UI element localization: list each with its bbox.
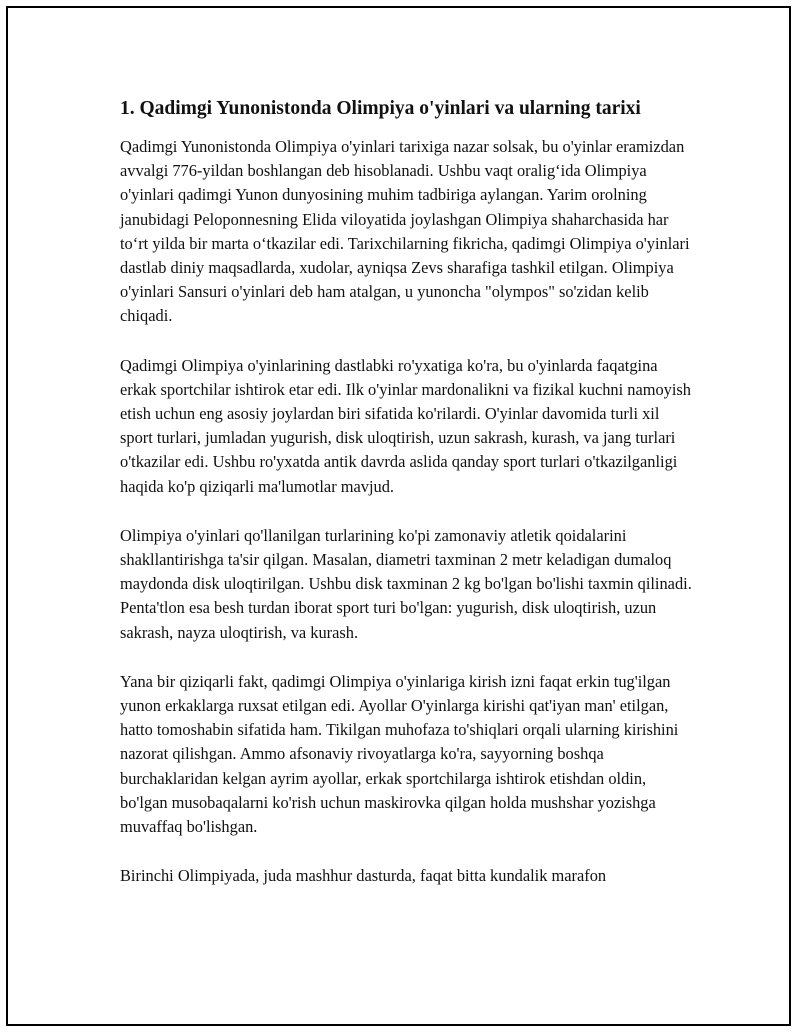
page-frame xyxy=(6,6,791,1026)
paragraph-2: Qadimgi Olimpiya o'yinlarining dastlabki ro'yxatiga ko'ra, bu o'yinlarda faqatgina erkak sportchilar ishtirok etar edi. Ilk o'yinlar mardonalikni va fizikal kuchni namoyish etish uchun eng asosiy joylardan biri sifatida ko'rilardi. O'yinlar davomida turli xil sport turlari, jumladan yugurish, disk uloqtirish, uzun sakrash, kurash, va jang turlari o'tkazilar edi. Ushbu ro'yxatda antik davrda aslida qanday sport turlari o'tkazilganligi haqida ko'p qiziqarli ma'lumotlar mavjud. xyxy=(120,355,691,496)
paragraph-3: Olimpiya o'yinlari qo'llanilgan turlarining ko'pi zamonaviy atletik qoidalarini shakllantirishga ta'sir qilgan. Masalan, diametri taxminan 2 metr keladigan dumaloq maydonda disk uloqtirilgan. Ushbu disk taxminan 2 kg bo'lgan bo'lishi taxmin qilinadi. Penta'tlon esa besh turdan iborat sport turi bo'lgan: yugurish, disk uloqtirish, uzun sakrash, nayza uloqtirish, va kurash. xyxy=(120,525,692,642)
paragraph-5: Birinchi Olimpiyada, juda mashhur dasturda, faqat bitta kundalik marafon xyxy=(120,866,607,886)
paragraph-1: Qadimgi Yunonistonda Olimpiya o'yinlari tarixiga nazar solsak, bu o'yinlar eramizdan avvalgi 776-yildan boshlangan deb hisoblanadi. Ushbu vaqt oralig‘ida Olimpiya o'yinlari qadimgi Yunon dunyosining muhim tadbiriga aylangan. Yarim orolning janubidagi Peloponnesning Elida viloyatida joylashgan Olimpiya shaharchasida har to‘rt yilda bir marta o‘tkazilar edi. Tarixchilarning fikricha, qadimgi Olimpiya o'yinlari dastlab diniy maqsadlarda, xudolar, ayniqsa Zevs sharafiga tashkil etilgan. Olimpiya o'yinlari Sansuri o'yinlari deb ham atalgan, u yunoncha "olympos" so'zidan kelib chiqadi. xyxy=(120,137,690,326)
paragraph-4: Yana bir qiziqarli fakt, qadimgi Olimpiya o'yinlariga kirish izni faqat erkin tug'ilgan yunon erkaklarga ruxsat etilgan edi. Ayollar O'yinlarga kirishi qat'iyan man' etilgan, hatto tomoshabin sifatida ham. Tikilgan muhofaza to'shiqlari orqali ularning kirishini nazorat qilishgan. Ammo afsonaviy rivoyatlarga ko'ra, sayyorning boshqa burchaklaridan kelgan ayrim ayollar, erkak sportchilarga ishtirok etishdan oldin, bo'lgan musobaqalarni ko'rish uchun maskirovka qilgan holda mushshar yozishga muvaffaq bo'lishgan. xyxy=(120,671,679,837)
section-heading: 1. Qadimgi Yunonistonda Olimpiya o'yinlari va ularning tarixi xyxy=(120,98,641,119)
document-body xyxy=(120,96,692,913)
